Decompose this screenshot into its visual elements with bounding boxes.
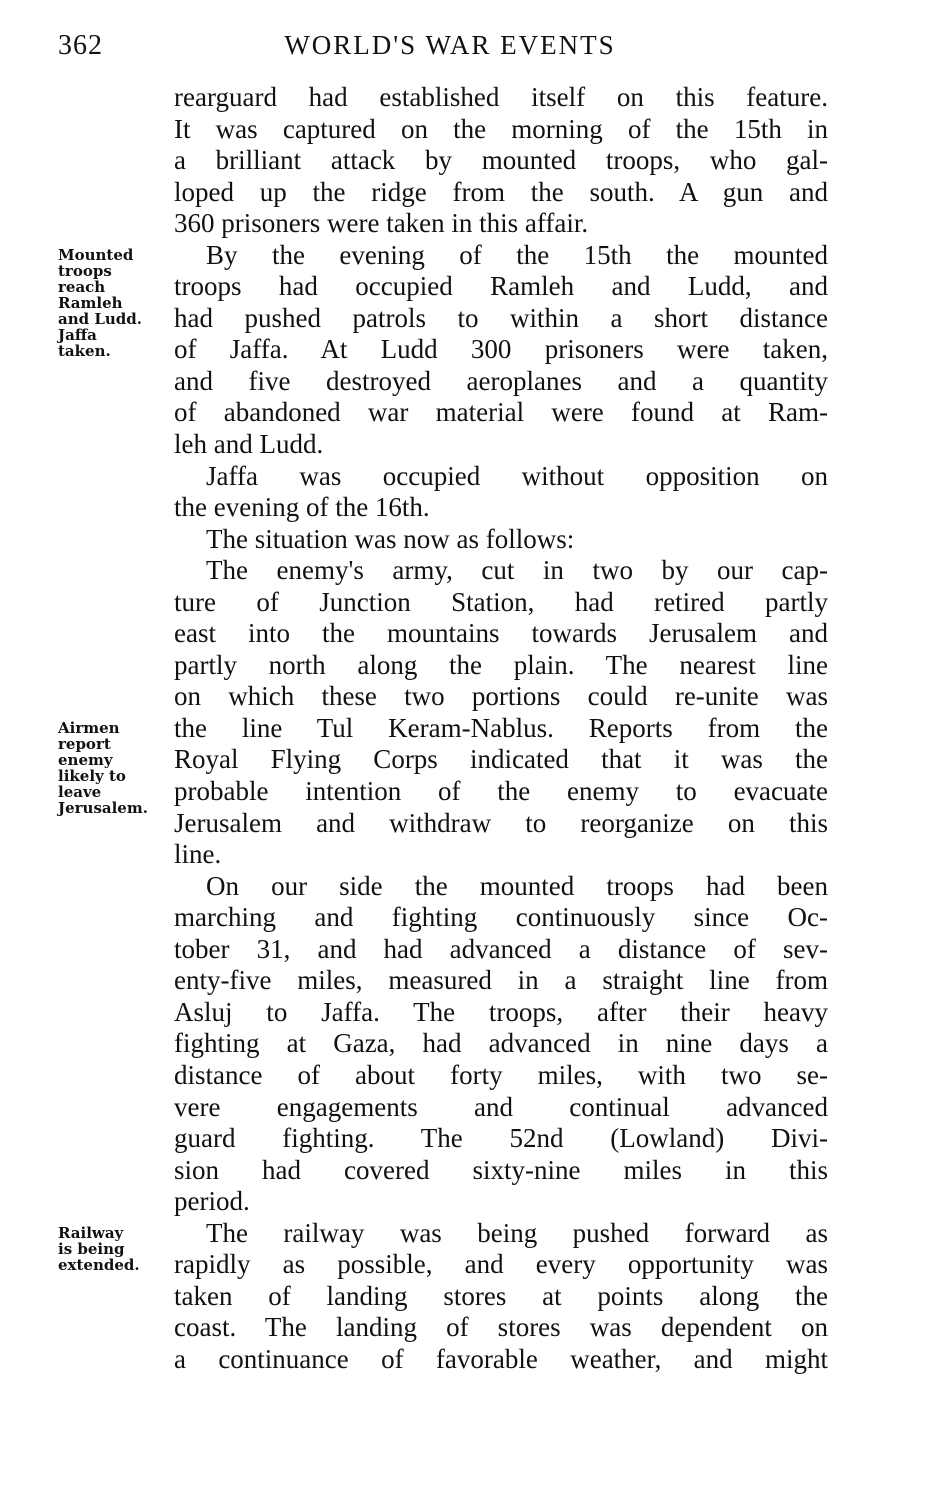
text-line: line. — [174, 839, 222, 870]
text-line: vere engagements and continual advanced — [174, 1091, 828, 1122]
text-line: a continuance of favorable weather, and might — [174, 1343, 828, 1374]
text-line: guard fighting. The 52nd (Lowland) Divi- — [174, 1123, 828, 1154]
text-line: loped up the ridge from the south. A gun and — [174, 176, 828, 207]
text-line: had pushed patrols to within a short distance — [174, 302, 828, 333]
margin-note-line: is being — [58, 1239, 125, 1258]
text-line: tober 31, and had advanced a distance of sev- — [174, 933, 828, 964]
margin-note-line: troops — [58, 261, 112, 280]
margin-note-line: taken. — [58, 341, 111, 360]
margin-note-line: leave — [58, 783, 102, 801]
text-line: Royal Flying Corps indicated that it was the — [174, 744, 828, 775]
text-line: distance of about forty miles, with two se- — [174, 1059, 828, 1090]
margin-note-line: enemy — [58, 751, 113, 769]
text-line: The situation was now as follows: — [206, 523, 575, 554]
body-text — [174, 82, 828, 1375]
text-line: ture of Junction Station, had retired partly — [174, 586, 828, 617]
text-line: enty-five miles, measured in a straight line from — [174, 965, 828, 996]
text-line: By the evening of the 15th the mounted — [206, 239, 828, 270]
text-line: east into the mountains towards Jerusalem and — [174, 618, 828, 649]
text-line: The enemy's army, cut in two by our cap- — [206, 555, 828, 586]
text-line: and five destroyed aeroplanes and a quantity — [174, 365, 828, 396]
text-line: marching and fighting continuously since Oc- — [174, 902, 828, 933]
text-line: of abandoned war material were found at Ram- — [174, 397, 828, 428]
margin-note-line: Jaffa — [58, 325, 97, 344]
margin-note-line: report — [58, 735, 111, 753]
text-line: On our side the mounted troops had been — [206, 870, 828, 901]
text-line: a brilliant attack by mounted troops, who gal- — [174, 145, 828, 176]
text-line: probable intention of the enemy to evacuate — [174, 776, 828, 807]
text-line: Asluj to Jaffa. The troops, after their heavy — [174, 996, 828, 1027]
text-line: the line Tul Keram-Nablus. Reports from the — [174, 712, 828, 743]
text-line: of Jaffa. At Ludd 300 prisoners were taken, — [174, 334, 828, 365]
text-line: Jerusalem and withdraw to reorganize on this — [174, 807, 828, 838]
text-line: leh and Ludd. — [174, 429, 324, 460]
margin-note — [58, 720, 148, 816]
page-number: 362 — [58, 30, 103, 61]
margin-note-line: reach — [58, 277, 106, 296]
margin-note-line: Airmen — [58, 719, 120, 737]
margin-note — [58, 247, 142, 359]
margin-note-line: likely to — [58, 767, 126, 785]
margin-note-line: Railway — [58, 1223, 124, 1242]
margin-note-line: Mounted — [58, 245, 134, 264]
text-line: coast. The landing of stores was dependent on — [174, 1312, 828, 1343]
margin-note-line: Jerusalem. — [58, 799, 148, 817]
text-line: the evening of the 16th. — [174, 492, 430, 523]
margin-note-line: Ramleh — [58, 293, 123, 312]
text-line: taken of landing stores at points along the — [174, 1280, 828, 1311]
margin-note-line: and Ludd. — [58, 309, 142, 328]
text-line: partly north along the plain. The nearest line — [174, 649, 828, 680]
text-line: troops had occupied Ramleh and Ludd, and — [174, 271, 828, 302]
text-line: period. — [174, 1186, 250, 1217]
text-line: on which these two portions could re-unite was — [174, 681, 828, 712]
text-line: It was captured on the morning of the 15th in — [174, 113, 828, 144]
running-title: WORLD'S WAR EVENTS — [284, 30, 616, 60]
text-line: fighting at Gaza, had advanced in nine days a — [174, 1028, 828, 1059]
margin-note-line: extended. — [58, 1255, 140, 1274]
text-line: 360 prisoners were taken in this affair. — [174, 208, 589, 239]
text-line: Jaffa was occupied without opposition on — [206, 460, 828, 491]
text-line: rearguard had established itself on this feature. — [174, 82, 828, 112]
text-line: rapidly as possible, and every opportunity was — [174, 1249, 828, 1280]
margin-note — [58, 1225, 140, 1273]
text-line: The railway was being pushed forward as — [206, 1217, 828, 1248]
text-line: sion had covered sixty-nine miles in this — [174, 1154, 828, 1185]
